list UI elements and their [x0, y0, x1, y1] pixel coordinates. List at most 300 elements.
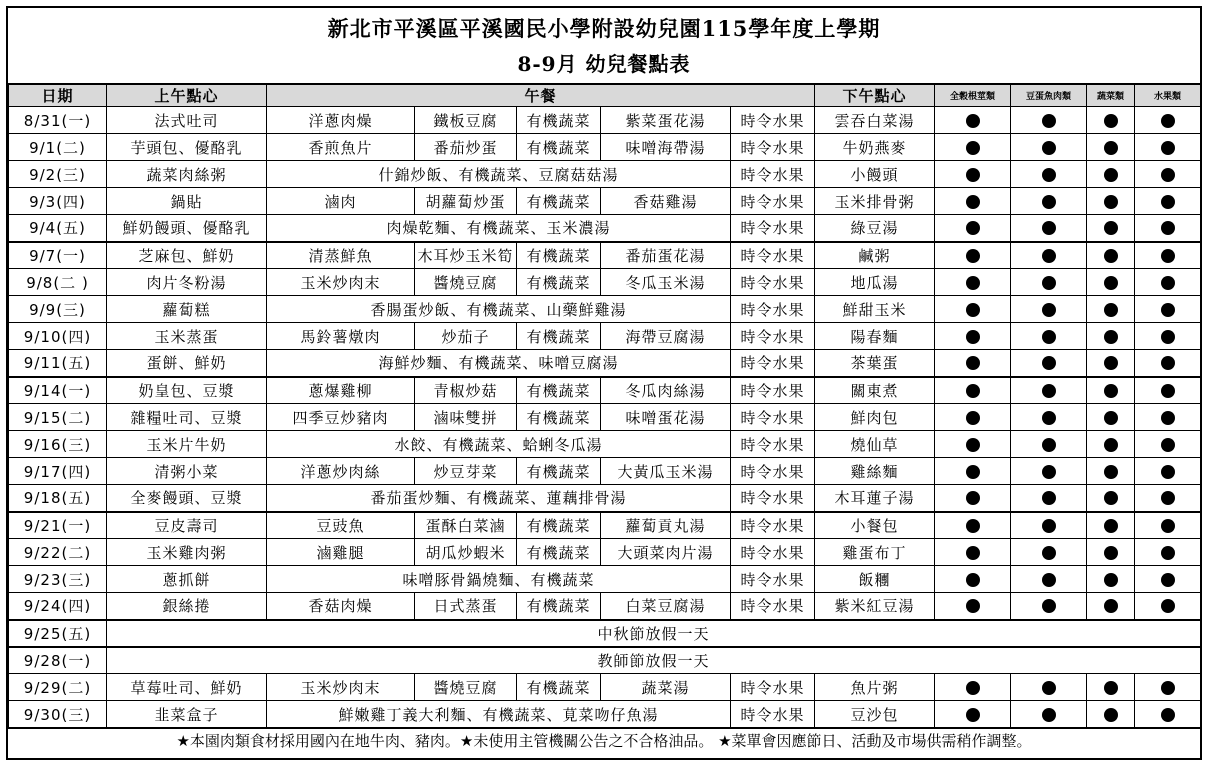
fruit-check — [1135, 566, 1201, 593]
lunch-main-cell: 玉米炒肉末 — [267, 269, 415, 296]
title-line-1: 新北市平溪區平溪國民小學附設幼兒園115學年度上學期 — [327, 16, 881, 41]
grains-check — [935, 377, 1011, 404]
check-dot-icon — [966, 221, 980, 235]
check-dot-icon — [1042, 573, 1056, 587]
header-veg: 蔬菜類 — [1087, 85, 1135, 107]
lunch-soup-cell: 冬瓜玉米湯 — [601, 269, 731, 296]
lunch-soup-cell: 白菜豆腐湯 — [601, 593, 731, 620]
fruit-check — [1135, 539, 1201, 566]
holiday-note: 中秋節放假一天 — [107, 620, 1201, 647]
protein-check — [1011, 269, 1087, 296]
menu-sheet — [6, 6, 1202, 760]
protein-check — [1011, 188, 1087, 215]
menu-row — [9, 296, 1201, 323]
pm-snack-cell: 地瓜湯 — [815, 269, 935, 296]
check-dot-icon — [1161, 168, 1175, 182]
menu-row — [9, 269, 1201, 296]
veg-check — [1087, 431, 1135, 458]
protein-check — [1011, 134, 1087, 161]
check-dot-icon — [1161, 221, 1175, 235]
grains-check — [935, 539, 1011, 566]
am-snack-cell: 玉米雞肉粥 — [107, 539, 267, 566]
lunch-main-cell: 洋蔥炒肉絲 — [267, 458, 415, 485]
menu-row — [9, 107, 1201, 134]
check-dot-icon — [1104, 411, 1118, 425]
menu-table — [8, 84, 1201, 728]
veg-check — [1087, 674, 1135, 701]
check-dot-icon — [1161, 573, 1175, 587]
check-dot-icon — [1161, 411, 1175, 425]
check-dot-icon — [1161, 195, 1175, 209]
header-row — [9, 85, 1201, 107]
protein-check — [1011, 404, 1087, 431]
lunch-combined-cell: 海鮮炒麵、有機蔬菜、味噌豆腐湯 — [267, 350, 731, 377]
check-dot-icon — [1161, 681, 1175, 695]
lunch-fruit-cell: 時令水果 — [731, 134, 815, 161]
protein-check — [1011, 215, 1087, 242]
grains-check — [935, 512, 1011, 539]
grains-check — [935, 269, 1011, 296]
menu-row — [9, 593, 1201, 620]
grains-check — [935, 566, 1011, 593]
lunch-soup-cell: 番茄蛋花湯 — [601, 242, 731, 269]
fruit-check — [1135, 458, 1201, 485]
menu-row — [9, 674, 1201, 701]
check-dot-icon — [966, 681, 980, 695]
grains-check — [935, 134, 1011, 161]
pm-snack-cell: 鮮肉包 — [815, 404, 935, 431]
check-dot-icon — [1104, 708, 1118, 722]
lunch-combined-cell: 肉燥乾麵、有機蔬菜、玉米濃湯 — [267, 215, 731, 242]
lunch-veg-cell: 有機蔬菜 — [517, 188, 601, 215]
fruit-check — [1135, 242, 1201, 269]
lunch-combined-cell: 味噌豚骨鍋燒麵、有機蔬菜 — [267, 566, 731, 593]
lunch-main-cell: 四季豆炒豬肉 — [267, 404, 415, 431]
fruit-check — [1135, 512, 1201, 539]
lunch-veg-cell: 有機蔬菜 — [517, 458, 601, 485]
pm-snack-cell: 雞蛋布丁 — [815, 539, 935, 566]
veg-check — [1087, 539, 1135, 566]
pm-snack-cell: 牛奶燕麥 — [815, 134, 935, 161]
check-dot-icon — [1104, 681, 1118, 695]
check-dot-icon — [966, 141, 980, 155]
lunch-fruit-cell: 時令水果 — [731, 377, 815, 404]
lunch-main-cell: 馬鈴薯燉肉 — [267, 323, 415, 350]
date-cell: 9/14(一) — [9, 377, 107, 404]
check-dot-icon — [1042, 384, 1056, 398]
lunch-veg-cell: 有機蔬菜 — [517, 674, 601, 701]
protein-check — [1011, 296, 1087, 323]
lunch-combined-cell: 香腸蛋炒飯、有機蔬菜、山藥鮮雞湯 — [267, 296, 731, 323]
grains-check — [935, 161, 1011, 188]
check-dot-icon — [1042, 599, 1056, 613]
grains-check — [935, 458, 1011, 485]
protein-check — [1011, 566, 1087, 593]
pm-snack-cell: 關東煮 — [815, 377, 935, 404]
check-dot-icon — [1042, 141, 1056, 155]
lunch-fruit-cell: 時令水果 — [731, 323, 815, 350]
fruit-check — [1135, 134, 1201, 161]
veg-check — [1087, 404, 1135, 431]
am-snack-cell: 肉片冬粉湯 — [107, 269, 267, 296]
fruit-check — [1135, 674, 1201, 701]
pm-snack-cell: 鹹粥 — [815, 242, 935, 269]
check-dot-icon — [966, 384, 980, 398]
pm-snack-cell: 燒仙草 — [815, 431, 935, 458]
check-dot-icon — [1042, 411, 1056, 425]
check-dot-icon — [966, 519, 980, 533]
check-dot-icon — [966, 465, 980, 479]
check-dot-icon — [1161, 384, 1175, 398]
date-cell: 9/28(一) — [9, 647, 107, 674]
lunch-fruit-cell: 時令水果 — [731, 404, 815, 431]
am-snack-cell: 雜糧吐司、豆漿 — [107, 404, 267, 431]
menu-row — [9, 323, 1201, 350]
check-dot-icon — [1161, 465, 1175, 479]
date-cell: 9/4(五) — [9, 215, 107, 242]
lunch-main-cell: 豆豉魚 — [267, 512, 415, 539]
menu-row — [9, 188, 1201, 215]
fruit-check — [1135, 350, 1201, 377]
date-cell: 9/11(五) — [9, 350, 107, 377]
header-grains: 全穀根莖類 — [935, 85, 1011, 107]
veg-check — [1087, 701, 1135, 728]
check-dot-icon — [1042, 519, 1056, 533]
fruit-check — [1135, 404, 1201, 431]
lunch-veg-cell: 有機蔬菜 — [517, 269, 601, 296]
protein-check — [1011, 350, 1087, 377]
lunch-side-cell: 炒茄子 — [415, 323, 517, 350]
date-cell: 9/30(三) — [9, 701, 107, 728]
date-cell: 9/22(二) — [9, 539, 107, 566]
check-dot-icon — [966, 330, 980, 344]
lunch-soup-cell: 蘿蔔貢丸湯 — [601, 512, 731, 539]
check-dot-icon — [1042, 491, 1056, 505]
lunch-side-cell: 滷味雙拼 — [415, 404, 517, 431]
lunch-combined-cell: 鮮嫩雞丁義大利麵、有機蔬菜、莧菜吻仔魚湯 — [267, 701, 731, 728]
lunch-fruit-cell: 時令水果 — [731, 269, 815, 296]
am-snack-cell: 全麥饅頭、豆漿 — [107, 485, 267, 512]
fruit-check — [1135, 593, 1201, 620]
grains-check — [935, 593, 1011, 620]
check-dot-icon — [1104, 599, 1118, 613]
am-snack-cell: 奶皇包、豆漿 — [107, 377, 267, 404]
pm-snack-cell: 紫米紅豆湯 — [815, 593, 935, 620]
menu-row — [9, 458, 1201, 485]
check-dot-icon — [1104, 465, 1118, 479]
date-cell: 9/16(三) — [9, 431, 107, 458]
veg-check — [1087, 566, 1135, 593]
menu-row — [9, 431, 1201, 458]
am-snack-cell: 韭菜盒子 — [107, 701, 267, 728]
veg-check — [1087, 107, 1135, 134]
check-dot-icon — [1042, 330, 1056, 344]
check-dot-icon — [1104, 303, 1118, 317]
pm-snack-cell: 雲吞白菜湯 — [815, 107, 935, 134]
lunch-soup-cell: 味噌蛋花湯 — [601, 404, 731, 431]
check-dot-icon — [1161, 356, 1175, 370]
date-cell: 9/17(四) — [9, 458, 107, 485]
lunch-side-cell: 醬燒豆腐 — [415, 269, 517, 296]
date-cell: 9/25(五) — [9, 620, 107, 647]
menu-row — [9, 647, 1201, 674]
grains-check — [935, 242, 1011, 269]
date-cell: 9/24(四) — [9, 593, 107, 620]
check-dot-icon — [1042, 249, 1056, 263]
lunch-main-cell: 滷肉 — [267, 188, 415, 215]
pm-snack-cell: 飯糰 — [815, 566, 935, 593]
grains-check — [935, 215, 1011, 242]
veg-check — [1087, 323, 1135, 350]
lunch-fruit-cell: 時令水果 — [731, 566, 815, 593]
lunch-fruit-cell: 時令水果 — [731, 674, 815, 701]
check-dot-icon — [1042, 546, 1056, 560]
lunch-fruit-cell: 時令水果 — [731, 431, 815, 458]
check-dot-icon — [1042, 438, 1056, 452]
menu-body — [9, 107, 1201, 728]
pm-snack-cell: 玉米排骨粥 — [815, 188, 935, 215]
check-dot-icon — [1161, 546, 1175, 560]
am-snack-cell: 豆皮壽司 — [107, 512, 267, 539]
lunch-veg-cell: 有機蔬菜 — [517, 539, 601, 566]
fruit-check — [1135, 161, 1201, 188]
am-snack-cell: 鍋貼 — [107, 188, 267, 215]
lunch-soup-cell: 冬瓜肉絲湯 — [601, 377, 731, 404]
lunch-fruit-cell: 時令水果 — [731, 458, 815, 485]
menu-row — [9, 161, 1201, 188]
check-dot-icon — [1104, 546, 1118, 560]
menu-row — [9, 350, 1201, 377]
check-dot-icon — [1104, 330, 1118, 344]
check-dot-icon — [1161, 303, 1175, 317]
check-dot-icon — [1104, 114, 1118, 128]
date-cell: 9/3(四) — [9, 188, 107, 215]
lunch-soup-cell: 海帶豆腐湯 — [601, 323, 731, 350]
pm-snack-cell: 陽春麵 — [815, 323, 935, 350]
fruit-check — [1135, 215, 1201, 242]
am-snack-cell: 法式吐司 — [107, 107, 267, 134]
check-dot-icon — [1104, 491, 1118, 505]
check-dot-icon — [966, 114, 980, 128]
lunch-main-cell: 香菇肉燥 — [267, 593, 415, 620]
menu-row — [9, 215, 1201, 242]
check-dot-icon — [966, 599, 980, 613]
lunch-veg-cell: 有機蔬菜 — [517, 242, 601, 269]
protein-check — [1011, 512, 1087, 539]
am-snack-cell: 蛋餅、鮮奶 — [107, 350, 267, 377]
check-dot-icon — [1104, 356, 1118, 370]
lunch-side-cell: 青椒炒菇 — [415, 377, 517, 404]
lunch-fruit-cell: 時令水果 — [731, 107, 815, 134]
check-dot-icon — [1104, 141, 1118, 155]
holiday-note: 教師節放假一天 — [107, 647, 1201, 674]
check-dot-icon — [1104, 221, 1118, 235]
am-snack-cell: 鮮奶饅頭、優酪乳 — [107, 215, 267, 242]
veg-check — [1087, 350, 1135, 377]
lunch-side-cell: 醬燒豆腐 — [415, 674, 517, 701]
menu-row — [9, 539, 1201, 566]
fruit-check — [1135, 323, 1201, 350]
veg-check — [1087, 134, 1135, 161]
check-dot-icon — [1104, 168, 1118, 182]
veg-check — [1087, 593, 1135, 620]
check-dot-icon — [1104, 195, 1118, 209]
lunch-combined-cell: 番茄蛋炒麵、有機蔬菜、蓮藕排骨湯 — [267, 485, 731, 512]
lunch-side-cell: 胡蘿蔔炒蛋 — [415, 188, 517, 215]
check-dot-icon — [966, 168, 980, 182]
check-dot-icon — [966, 708, 980, 722]
lunch-fruit-cell: 時令水果 — [731, 215, 815, 242]
date-cell: 8/31(一) — [9, 107, 107, 134]
lunch-fruit-cell: 時令水果 — [731, 539, 815, 566]
lunch-fruit-cell: 時令水果 — [731, 485, 815, 512]
grains-check — [935, 431, 1011, 458]
protein-check — [1011, 377, 1087, 404]
lunch-side-cell: 蛋酥白菜滷 — [415, 512, 517, 539]
protein-check — [1011, 323, 1087, 350]
lunch-soup-cell: 蔬菜湯 — [601, 674, 731, 701]
lunch-side-cell: 炒豆芽菜 — [415, 458, 517, 485]
fruit-check — [1135, 431, 1201, 458]
pm-snack-cell: 豆沙包 — [815, 701, 935, 728]
protein-check — [1011, 485, 1087, 512]
lunch-main-cell: 清蒸鮮魚 — [267, 242, 415, 269]
grains-check — [935, 107, 1011, 134]
check-dot-icon — [1104, 438, 1118, 452]
check-dot-icon — [1104, 249, 1118, 263]
pm-snack-cell: 小饅頭 — [815, 161, 935, 188]
menu-row — [9, 512, 1201, 539]
check-dot-icon — [1042, 195, 1056, 209]
fruit-check — [1135, 188, 1201, 215]
fruit-check — [1135, 485, 1201, 512]
protein-check — [1011, 593, 1087, 620]
header-protein: 豆蛋魚肉類 — [1011, 85, 1087, 107]
protein-check — [1011, 458, 1087, 485]
pm-snack-cell: 茶葉蛋 — [815, 350, 935, 377]
lunch-fruit-cell: 時令水果 — [731, 296, 815, 323]
check-dot-icon — [1042, 303, 1056, 317]
check-dot-icon — [966, 573, 980, 587]
pm-snack-cell: 綠豆湯 — [815, 215, 935, 242]
lunch-main-cell: 洋蔥肉燥 — [267, 107, 415, 134]
menu-row — [9, 134, 1201, 161]
lunch-fruit-cell: 時令水果 — [731, 242, 815, 269]
check-dot-icon — [1042, 708, 1056, 722]
lunch-fruit-cell: 時令水果 — [731, 350, 815, 377]
lunch-side-cell: 木耳炒玉米筍 — [415, 242, 517, 269]
protein-check — [1011, 107, 1087, 134]
lunch-veg-cell: 有機蔬菜 — [517, 377, 601, 404]
pm-snack-cell: 木耳蓮子湯 — [815, 485, 935, 512]
grains-check — [935, 404, 1011, 431]
lunch-fruit-cell: 時令水果 — [731, 188, 815, 215]
protein-check — [1011, 674, 1087, 701]
protein-check — [1011, 242, 1087, 269]
lunch-side-cell: 鐵板豆腐 — [415, 107, 517, 134]
pm-snack-cell: 小餐包 — [815, 512, 935, 539]
date-cell: 9/18(五) — [9, 485, 107, 512]
check-dot-icon — [1161, 519, 1175, 533]
header-am-snack: 上午點心 — [107, 85, 267, 107]
am-snack-cell: 芋頭包、優酪乳 — [107, 134, 267, 161]
lunch-fruit-cell: 時令水果 — [731, 161, 815, 188]
am-snack-cell: 蘿蔔糕 — [107, 296, 267, 323]
lunch-soup-cell: 味噌海帶湯 — [601, 134, 731, 161]
veg-check — [1087, 188, 1135, 215]
lunch-soup-cell: 香菇雞湯 — [601, 188, 731, 215]
fruit-check — [1135, 296, 1201, 323]
check-dot-icon — [966, 249, 980, 263]
lunch-soup-cell: 大黃瓜玉米湯 — [601, 458, 731, 485]
check-dot-icon — [966, 411, 980, 425]
veg-check — [1087, 377, 1135, 404]
pm-snack-cell: 鮮甜玉米 — [815, 296, 935, 323]
am-snack-cell: 草莓吐司、鮮奶 — [107, 674, 267, 701]
check-dot-icon — [966, 546, 980, 560]
menu-row — [9, 242, 1201, 269]
grains-check — [935, 485, 1011, 512]
menu-row — [9, 566, 1201, 593]
protein-check — [1011, 161, 1087, 188]
lunch-soup-cell: 大頭菜肉片湯 — [601, 539, 731, 566]
date-cell: 9/2(三) — [9, 161, 107, 188]
header-pm-snack: 下午點心 — [815, 85, 935, 107]
check-dot-icon — [966, 438, 980, 452]
check-dot-icon — [1161, 114, 1175, 128]
check-dot-icon — [1042, 221, 1056, 235]
check-dot-icon — [1161, 438, 1175, 452]
lunch-combined-cell: 水餃、有機蔬菜、蛤蜊冬瓜湯 — [267, 431, 731, 458]
grains-check — [935, 296, 1011, 323]
title-block — [8, 8, 1200, 84]
lunch-main-cell: 蔥爆雞柳 — [267, 377, 415, 404]
check-dot-icon — [1161, 141, 1175, 155]
menu-row — [9, 404, 1201, 431]
veg-check — [1087, 269, 1135, 296]
lunch-fruit-cell: 時令水果 — [731, 512, 815, 539]
veg-check — [1087, 242, 1135, 269]
check-dot-icon — [1161, 249, 1175, 263]
lunch-fruit-cell: 時令水果 — [731, 593, 815, 620]
check-dot-icon — [966, 195, 980, 209]
check-dot-icon — [1161, 330, 1175, 344]
lunch-side-cell: 日式蒸蛋 — [415, 593, 517, 620]
check-dot-icon — [1042, 356, 1056, 370]
grains-check — [935, 674, 1011, 701]
header-date: 日期 — [9, 85, 107, 107]
date-cell: 9/29(二) — [9, 674, 107, 701]
date-cell: 9/7(一) — [9, 242, 107, 269]
menu-row — [9, 701, 1201, 728]
grains-check — [935, 188, 1011, 215]
header-lunch: 午餐 — [267, 85, 815, 107]
menu-row — [9, 620, 1201, 647]
check-dot-icon — [1042, 276, 1056, 290]
lunch-veg-cell: 有機蔬菜 — [517, 404, 601, 431]
date-cell: 9/10(四) — [9, 323, 107, 350]
menu-row — [9, 377, 1201, 404]
fruit-check — [1135, 701, 1201, 728]
lunch-veg-cell: 有機蔬菜 — [517, 512, 601, 539]
check-dot-icon — [966, 356, 980, 370]
check-dot-icon — [1161, 276, 1175, 290]
lunch-main-cell: 香煎魚片 — [267, 134, 415, 161]
check-dot-icon — [1104, 276, 1118, 290]
veg-check — [1087, 296, 1135, 323]
lunch-veg-cell: 有機蔬菜 — [517, 134, 601, 161]
grains-check — [935, 323, 1011, 350]
